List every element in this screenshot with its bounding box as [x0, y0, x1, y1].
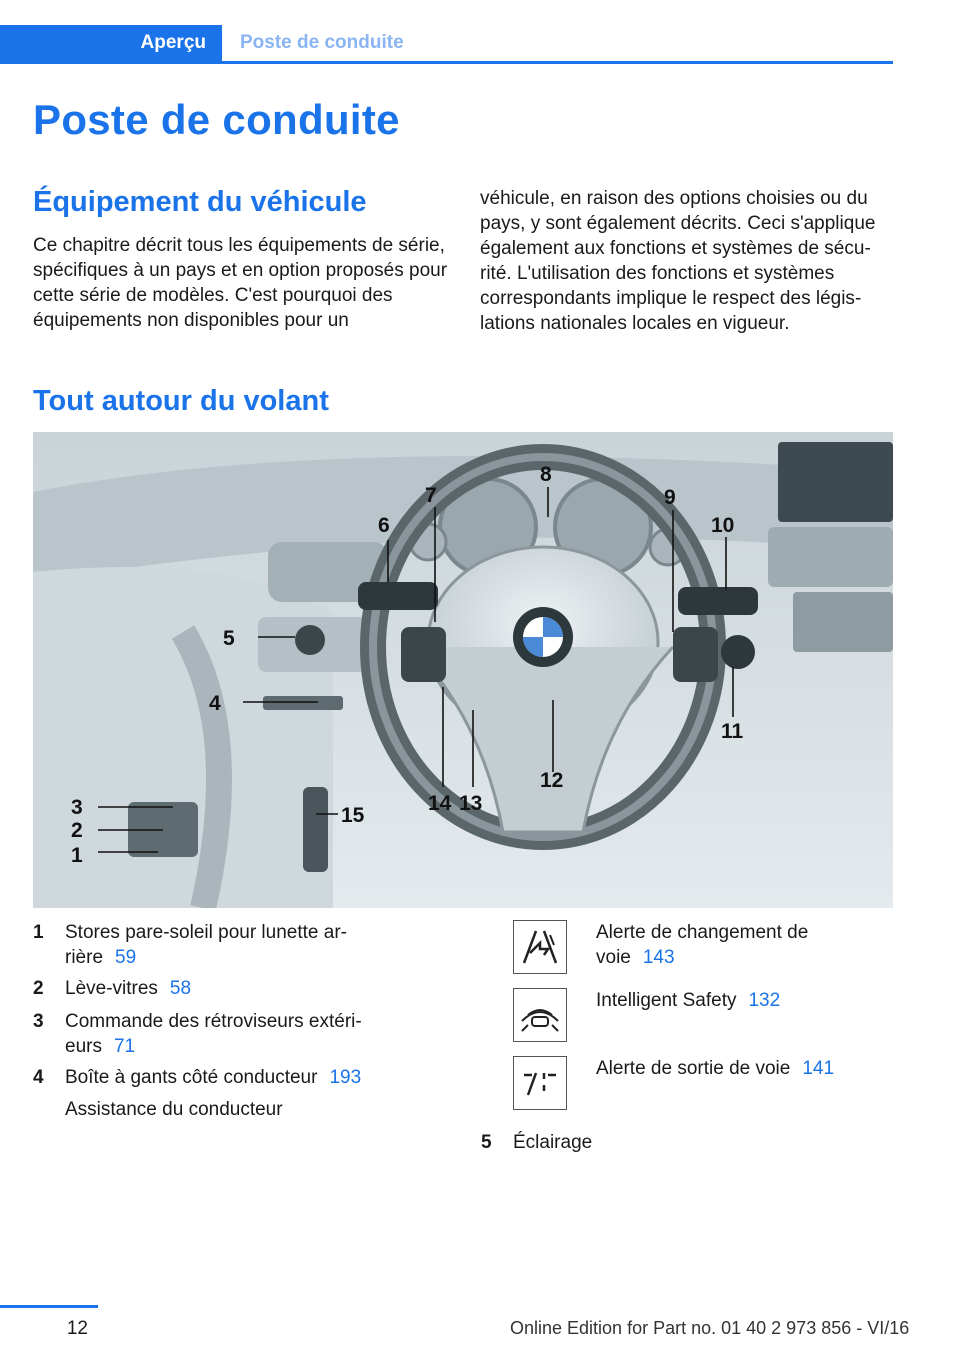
- light-switch-knob: [295, 625, 325, 655]
- item-text: [65, 1065, 385, 1090]
- cockpit-illustration: [33, 432, 893, 908]
- tab-apercu[interactable]: Aperçu: [0, 25, 222, 61]
- lane-change-warning-glyph: [514, 921, 566, 973]
- page-title: Poste de conduite: [33, 96, 400, 143]
- center-vent: [768, 527, 893, 587]
- page-ref-link[interactable]: 71: [113, 1036, 136, 1057]
- list-item-assistance: [33, 1097, 413, 1122]
- callout-6: 6: [378, 514, 390, 537]
- callout-9: 9: [664, 486, 676, 509]
- item-number: 3: [33, 1011, 44, 1032]
- page-ref-link[interactable]: 59: [115, 947, 137, 968]
- intelligent-safety-glyph: [514, 989, 566, 1041]
- callout-10: 10: [711, 514, 735, 537]
- item-label: Assistance du conducteur: [65, 1099, 283, 1120]
- left-wheel-buttons: [401, 627, 446, 682]
- right-stalk: [678, 587, 758, 615]
- callout-11: 11: [721, 720, 744, 743]
- list-item-4: [33, 1065, 413, 1090]
- callout-8: 8: [540, 463, 552, 486]
- cockpit-svg: [33, 432, 893, 908]
- callout-14: 14: [428, 792, 452, 815]
- start-stop-button: [721, 635, 755, 669]
- callout-1: 1: [71, 844, 83, 867]
- lane-change-warning-icon: [513, 920, 567, 974]
- list-item-lane-change: [596, 920, 856, 970]
- header-tabbar: [0, 25, 893, 64]
- hood-release: [303, 787, 328, 872]
- page-ref-link[interactable]: 58: [169, 978, 192, 999]
- page-ref-link[interactable]: 141: [802, 1058, 835, 1079]
- item-text: [65, 1009, 385, 1059]
- item-text: [65, 976, 385, 1001]
- right-wheel-buttons: [673, 627, 718, 682]
- section-heading-volant: Tout autour du volant: [33, 385, 329, 417]
- item-number: 1: [33, 922, 44, 943]
- center-controls: [793, 592, 893, 652]
- item-label: Alerte de changement de voie: [596, 922, 809, 968]
- item-text: [65, 920, 385, 970]
- left-stalk: [358, 582, 438, 610]
- item-label: Stores pare-soleil pour lunette arrière: [65, 922, 347, 968]
- page-ref-link[interactable]: 193: [329, 1067, 362, 1088]
- lane-departure-warning-icon: [513, 1056, 567, 1110]
- list-item-1: [33, 920, 413, 970]
- intro-paragraph-col1: Ce chapitre décrit tous les équipements de série, spécifiques à un pays et en option proposés pour cette série de modèles. C'est pourquoi des équipements non disponibles pour un: [33, 235, 448, 331]
- page-number: 12: [0, 1305, 98, 1340]
- callout-5: 5: [223, 627, 235, 650]
- item-number: 4: [33, 1067, 44, 1088]
- glovebox-release: [263, 696, 343, 710]
- intelligent-safety-icon: [513, 988, 567, 1042]
- item-label: Lève-vitres: [65, 978, 158, 999]
- list-item-2: [33, 976, 413, 1001]
- item-number: 5: [481, 1132, 492, 1153]
- list-item-5: [481, 1130, 861, 1156]
- callout-3: 3: [71, 796, 83, 819]
- page-ref-link[interactable]: 143: [642, 947, 675, 968]
- section-heading-equipement: Équipement du véhicule: [33, 186, 367, 218]
- list-item-lane-departure: [596, 1056, 856, 1081]
- item-number: 2: [33, 978, 44, 999]
- callout-2: 2: [71, 819, 83, 842]
- display-screen: [778, 442, 893, 522]
- item-label: Éclairage: [513, 1132, 593, 1153]
- footer-edition: Online Edition for Part no. 01 40 2 973 856 - VI/16: [510, 1318, 910, 1338]
- legend-list-left: [33, 920, 413, 1120]
- list-item-intelligent-safety: [596, 988, 856, 1013]
- item-label: Boîte à gants côté conducteur: [65, 1067, 318, 1088]
- callout-15: 15: [341, 804, 365, 827]
- callout-4: 4: [209, 692, 221, 715]
- page-ref-link[interactable]: 132: [748, 990, 781, 1011]
- lane-departure-warning-glyph: [514, 1057, 566, 1109]
- item-text: [65, 1097, 385, 1122]
- list-item-3: [33, 1009, 413, 1059]
- callout-13: 13: [459, 792, 483, 815]
- tab-poste-de-conduite[interactable]: Poste de conduite: [240, 32, 404, 53]
- item-label: Alerte de sortie de voie: [596, 1058, 791, 1079]
- item-label: Commande des rétroviseurs extérieurs: [65, 1011, 362, 1057]
- intro-paragraph-col2: véhicule, en raison des options choisies ou du pays, y sont également décrits. Ceci s'applique également aux fonctions et systèmes de sécurité. L'utilisation des fonctions et systèmes correspondants implique le respect des législations nationales locales en vigueur.: [480, 188, 876, 334]
- callout-7: 7: [425, 484, 437, 507]
- callout-12: 12: [540, 769, 564, 792]
- item-label: Intelligent Safety: [596, 990, 737, 1011]
